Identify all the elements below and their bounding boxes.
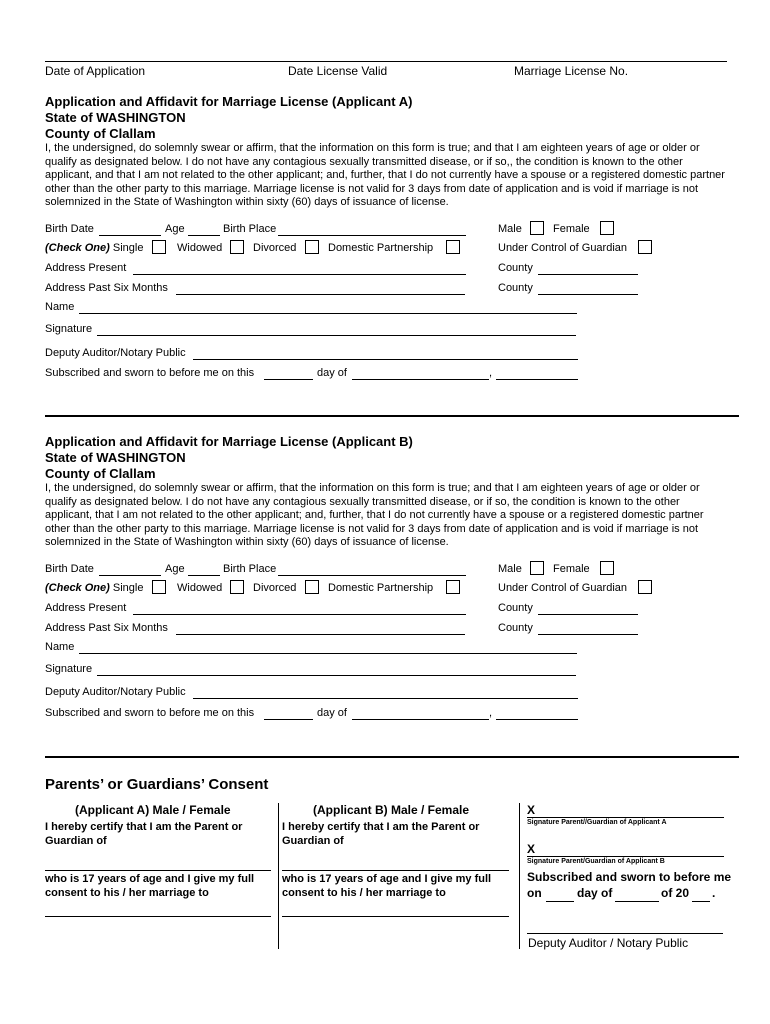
a-birth-place-label: Birth Place	[223, 223, 277, 235]
consent-sworn-line-1: Subscribed and sworn to before me	[527, 870, 732, 884]
applicant-a-county: County of Clallam	[45, 126, 156, 141]
applicant-b-affidavit: I, the undersigned, do solemnly swear or affirm, that the information on this form is true; and that I am eighteen years of age or older or qualify as designated below. I do not have any contagious sexually transmitted disease, or if so, the condition is known to the other applicant, that I am not related to the other applicant; and, further, that I do not currently have a spouse or a registered domestic partner other than the other party to this marriage. Marriage license is not valid for 3 days from date of application and is void if marriage is not solemnized in the State of Washington within sixty (60) days of issuance of license.	[45, 482, 704, 548]
header-top-rule	[45, 61, 727, 62]
a-domestic-partnership-checkbox[interactable]	[446, 240, 460, 254]
consent-a-certify-2: Guardian of	[45, 835, 107, 847]
consent-x-b: X	[527, 842, 536, 856]
consent-a-who-1: who is 17 years of age and I give my full	[45, 873, 255, 885]
b-single-label: Single	[112, 582, 144, 594]
b-subscribed-month-field[interactable]	[352, 719, 489, 720]
b-birth-date-field[interactable]	[99, 575, 161, 576]
b-subscribed-label: Subscribed and sworn to before me on this	[45, 707, 255, 719]
a-deputy-field[interactable]	[193, 359, 578, 360]
b-signature-label: Signature	[45, 663, 93, 675]
a-county-1-field[interactable]	[538, 274, 638, 275]
a-comma: ,	[489, 367, 493, 379]
b-birth-date-label: Birth Date	[45, 563, 94, 575]
marriage-license-no-label: Marriage License No.	[514, 64, 629, 78]
b-female-label: Female	[553, 563, 590, 575]
b-subscribed-year-field[interactable]	[496, 719, 578, 720]
consent-sworn-day-field[interactable]	[546, 901, 574, 902]
date-license-valid-label: Date License Valid	[288, 64, 388, 78]
applicant-b-title: Application and Affidavit for Marriage License (Applicant B)	[45, 434, 413, 449]
consent-col-a-heading: (Applicant A) Male / Female	[75, 803, 231, 817]
a-divorced-label: Divorced	[253, 242, 297, 254]
consent-sworn-of20: of 20	[661, 886, 690, 900]
consent-deputy-label: Deputy Auditor / Notary Public	[528, 936, 689, 950]
consent-a-applicant-name-field[interactable]	[45, 870, 271, 871]
applicant-b-county: County of Clallam	[45, 466, 156, 481]
b-signature-field[interactable]	[97, 675, 576, 676]
a-birth-place-field[interactable]	[278, 235, 466, 236]
a-male-label: Male	[498, 223, 522, 235]
a-age-label: Age	[165, 223, 185, 235]
section-divider-1	[45, 415, 739, 417]
a-address-present-field[interactable]	[133, 274, 466, 275]
applicant-b-state: State of WASHINGTON	[45, 450, 186, 465]
b-county-1-field[interactable]	[538, 614, 638, 615]
b-birth-place-label: Birth Place	[223, 563, 277, 575]
a-name-label: Name	[45, 301, 75, 313]
b-check-one-label: (Check One)	[45, 582, 110, 594]
a-single-checkbox[interactable]	[152, 240, 166, 254]
consent-a-certify-1: I hereby certify that I am the Parent or	[45, 821, 243, 833]
a-county-2-field[interactable]	[538, 294, 638, 295]
a-under-control-label: Under Control of Guardian	[498, 242, 628, 254]
a-female-checkbox[interactable]	[600, 221, 614, 235]
b-under-control-label: Under Control of Guardian	[498, 582, 628, 594]
applicant-a-title: Application and Affidavit for Marriage License (Applicant A)	[45, 94, 413, 109]
a-subscribed-month-field[interactable]	[352, 379, 489, 380]
consent-col-b-heading: (Applicant B) Male / Female	[313, 803, 470, 817]
b-day-of-label: day of	[317, 707, 347, 719]
a-day-of-label: day of	[317, 367, 347, 379]
consent-b-who-2: consent to his / her marriage to	[282, 887, 446, 899]
a-birth-date-field[interactable]	[99, 235, 161, 236]
a-subscribed-year-field[interactable]	[496, 379, 578, 380]
b-age-field[interactable]	[188, 575, 220, 576]
consent-sworn-on: on	[527, 886, 542, 900]
b-check-one-group	[45, 582, 143, 594]
consent-sworn-year-field[interactable]	[692, 901, 710, 902]
b-divorced-checkbox[interactable]	[305, 580, 319, 594]
b-widowed-checkbox[interactable]	[230, 580, 244, 594]
b-address-present-field[interactable]	[133, 614, 466, 615]
b-male-checkbox[interactable]	[530, 561, 544, 575]
consent-column-divider	[278, 803, 279, 949]
a-male-checkbox[interactable]	[530, 221, 544, 235]
consent-sworn-month-field[interactable]	[615, 901, 659, 902]
consent-b-applicant-name-field[interactable]	[282, 870, 509, 871]
a-check-one-label: (Check One)	[45, 242, 110, 254]
b-deputy-field[interactable]	[193, 698, 578, 699]
section-divider-2	[45, 756, 739, 758]
b-county-2-field[interactable]	[538, 634, 638, 635]
b-address-present-label: Address Present	[45, 602, 127, 614]
a-address-past-label: Address Past Six Months	[45, 282, 168, 294]
consent-b-certify-2: Guardian of	[282, 835, 344, 847]
a-name-field[interactable]	[79, 313, 577, 314]
applicant-a-state: State of WASHINGTON	[45, 110, 186, 125]
a-check-one-group	[45, 242, 143, 254]
consent-x-a: X	[527, 803, 536, 817]
consent-b-who-1: who is 17 years of age and I give my full	[282, 873, 492, 885]
a-address-past-field[interactable]	[176, 294, 465, 295]
b-under-control-checkbox[interactable]	[638, 580, 652, 594]
consent-b-spouse-name-field[interactable]	[282, 916, 509, 917]
b-county-1-label: County	[498, 602, 533, 614]
a-birth-date-label: Birth Date	[45, 223, 94, 235]
consent-signature-a-label: Signature Parent//Guardian of Applicant A	[527, 819, 667, 826]
a-age-field[interactable]	[188, 235, 220, 236]
b-age-label: Age	[165, 563, 185, 575]
a-widowed-checkbox[interactable]	[230, 240, 244, 254]
b-divorced-label: Divorced	[253, 582, 297, 594]
b-deputy-label: Deputy Auditor/Notary Public	[45, 686, 186, 698]
consent-signature-a-field[interactable]	[527, 817, 724, 818]
b-single-checkbox[interactable]	[152, 580, 166, 594]
a-county-1-label: County	[498, 262, 533, 274]
consent-sworn-day-of: day of	[577, 886, 613, 900]
a-female-label: Female	[553, 223, 590, 235]
consent-a-who-2: consent to his / her marriage to	[45, 887, 209, 899]
b-name-field[interactable]	[79, 653, 577, 654]
a-subscribed-day-field[interactable]	[264, 379, 313, 380]
b-widowed-label: Widowed	[177, 582, 223, 594]
a-single-label: Single	[112, 242, 144, 254]
consent-b-certify-1: I hereby certify that I am the Parent or	[282, 821, 480, 833]
b-name-label: Name	[45, 641, 75, 653]
a-subscribed-label: Subscribed and sworn to before me on this	[45, 367, 255, 379]
consent-sworn-dot: .	[712, 886, 716, 900]
b-domestic-partnership-checkbox[interactable]	[446, 580, 460, 594]
a-signature-field[interactable]	[97, 335, 576, 336]
a-deputy-label: Deputy Auditor/Notary Public	[45, 347, 186, 359]
a-widowed-label: Widowed	[177, 242, 223, 254]
b-male-label: Male	[498, 563, 522, 575]
b-female-checkbox[interactable]	[600, 561, 614, 575]
consent-title: Parents’ or Guardians’ Consent	[45, 776, 269, 793]
consent-signature-b-field[interactable]	[527, 856, 724, 857]
a-divorced-checkbox[interactable]	[305, 240, 319, 254]
consent-a-spouse-name-field[interactable]	[45, 916, 271, 917]
date-of-application-label: Date of Application	[45, 64, 146, 78]
b-domestic-partnership-label: Domestic Partnership	[328, 582, 434, 594]
b-county-2-label: County	[498, 622, 533, 634]
a-signature-label: Signature	[45, 323, 93, 335]
a-domestic-partnership-label: Domestic Partnership	[328, 242, 434, 254]
a-county-2-label: County	[498, 282, 533, 294]
consent-signature-b-label: Signature Parent/Guardian of Applicant B	[527, 858, 665, 865]
b-address-past-label: Address Past Six Months	[45, 622, 168, 634]
applicant-a-affidavit: I, the undersigned, do solemnly swear or affirm, that the information on this form is true; and that I am eighteen years of age or older or qualify as designated below. I do not have any contagious sexually transmitted disease, or if so,, the condition is known to the other applicant, and that I am not related to the other applicant; and, further, that I do not currently have a spouse or a registered domestic partner other than the other party to this marriage. Marriage license is not valid for 3 days from date of application and is void if marriage is not solemnized in the State of Washington within sixty (60) days of issuance of license.	[45, 142, 725, 208]
b-comma: ,	[489, 707, 493, 719]
b-address-past-field[interactable]	[176, 634, 465, 635]
b-subscribed-day-field[interactable]	[264, 719, 313, 720]
b-birth-place-field[interactable]	[278, 575, 466, 576]
consent-deputy-field[interactable]	[527, 933, 723, 934]
a-under-control-checkbox[interactable]	[638, 240, 652, 254]
consent-column-divider-2	[519, 803, 520, 949]
a-address-present-label: Address Present	[45, 262, 127, 274]
